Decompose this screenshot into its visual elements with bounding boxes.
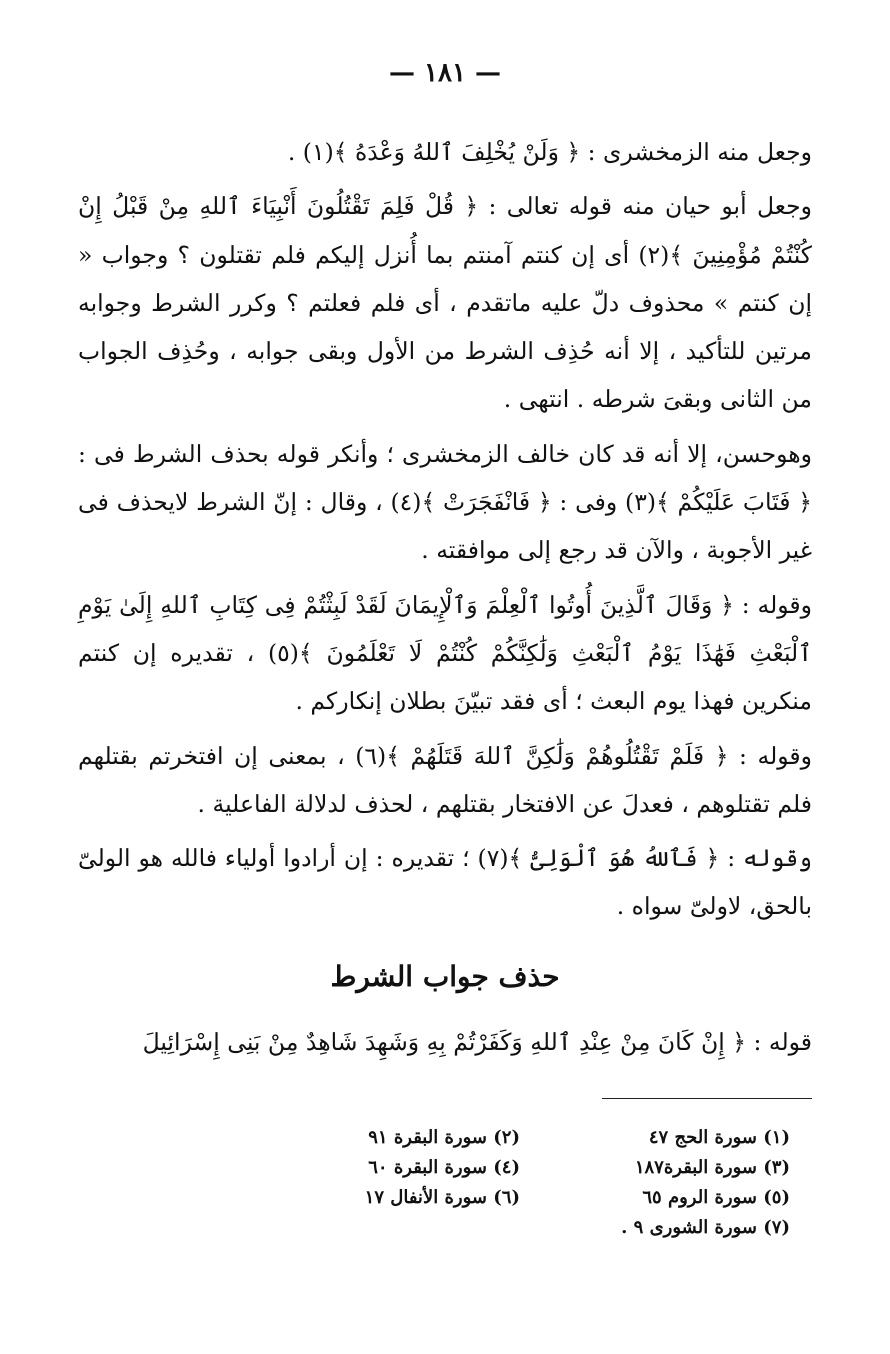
paragraph-wali: وقوله : ﴿ فَٱللهُ هُوَ ٱلْوَلِىُّ ﴾(٧) ؛ تقديره : إن أرادوا أولياء فالله هو الولىّ بالحق، لاولىّ سواه . (78, 844, 812, 921)
paragraph-abu-hayyan: وجعل أبو حيان منه قوله تعالى : ﴿ قُلْ فَلِمَ تَقْتُلُونَ أَنْبِيَاءَ ٱللهِ مِنْ قَبْلُ إِنْ كُنْتُمْ مُؤْمِنِينَ ﴾(٢) أى إن كنتم آمنتم بما أُنزل إليكم فلم تقتلون ؟ وجواب « إن كنتم » محذوف دلّ عليه ماتقدم ، أى فلم فعلتم ؟ وكرر الشرط وجوابه مرتين للتأكيد ، إلا أنه حُذِف الشرط من الأول وبقى جوابه ، وحُذِف الجواب من الثانى وبقىَ شرطه . انتهى . (78, 192, 812, 414)
footnote-7: (٧) سورة الشورى ٩ . (621, 1217, 790, 1238)
paragraph-qatalahum: وقوله : ﴿ فَلَمْ تَقْتُلُوهُمْ وَلَٰكِنَّ ٱللهَ قَتَلَهُمْ ﴾(٦) ، بمعنى إن افتخرتم بقتلهم فلم تقتلوهم ، فعدلَ عن الافتخار بقتلهم ، لحذف لدلالة الفاعلية . (78, 741, 812, 818)
footnote-5: (٥) سورة الروم ٦٥ (642, 1187, 790, 1208)
paragraph-baath: وقوله : ﴿ وَقَالَ ٱلَّذِينَ أُوتُوا ٱلْعِلْمَ وَٱلْإِيمَانَ لَقَدْ لَبِثْتُمْ فِى كِتَابِ ٱللهِ إِلَىٰ يَوْمِ ٱلْبَعْثِ فَهَٰذَا يَوْمُ ٱلْبَعْثِ وَلَٰكِنَّكُمْ كُنْتُمْ لَا تَعْلَمُونَ ﴾(٥) ، تقديره إن كنتم منكرين فهذا يوم البعث ؛ أى فقد تبيّنَ بطلان إنكاركم . (78, 590, 812, 716)
page-number: — ١٨١ — (388, 58, 502, 88)
paragraph-zamakhshari: وجعل منه الزمخشرى : ﴿ وَلَنْ يُخْلِفَ ٱللهُ وَعْدَهُ ﴾(١) . (287, 138, 812, 166)
footnote-2: (٢) سورة البقرة ٩١ (368, 1127, 520, 1148)
footnote-6: (٦) سورة الأنفال ١٧ (364, 1187, 520, 1208)
main-text (78, 128, 812, 931)
footnote-1: (١) سورة الحج ٤٧ (648, 1127, 790, 1148)
footnote-3: (٣) سورة البقرة١٨٧ (634, 1157, 790, 1178)
paragraph-objection: وهوحسن، إلا أنه قد كان خالف الزمخشرى ؛ وأنكر قوله بحذف الشرط فى : ﴿ فَتَابَ عَلَيْكُمْ ﴾(٣) وفى : ﴿ فَانْفَجَرَتْ ﴾(٤) ، وقال : إنّ الشرط لايحذف فى غير الأجوبة ، والآن قد رجع إلى موافقته . (78, 439, 812, 565)
paragraph-in-kana: قوله : ﴿ إِنْ كَانَ مِنْ عِنْدِ ٱللهِ وَكَفَرْتُمْ بِهِ وَشَهِدَ شَاهِدٌ مِنْ بَنِى إِسْرَائِيلَ (142, 1028, 812, 1056)
footnote-4: (٤) سورة البقرة ٦٠ (368, 1157, 520, 1178)
footnote-divider (602, 1098, 812, 1099)
section-heading: حذف جواب الشرط (330, 960, 560, 993)
footnotes (250, 1124, 790, 1242)
